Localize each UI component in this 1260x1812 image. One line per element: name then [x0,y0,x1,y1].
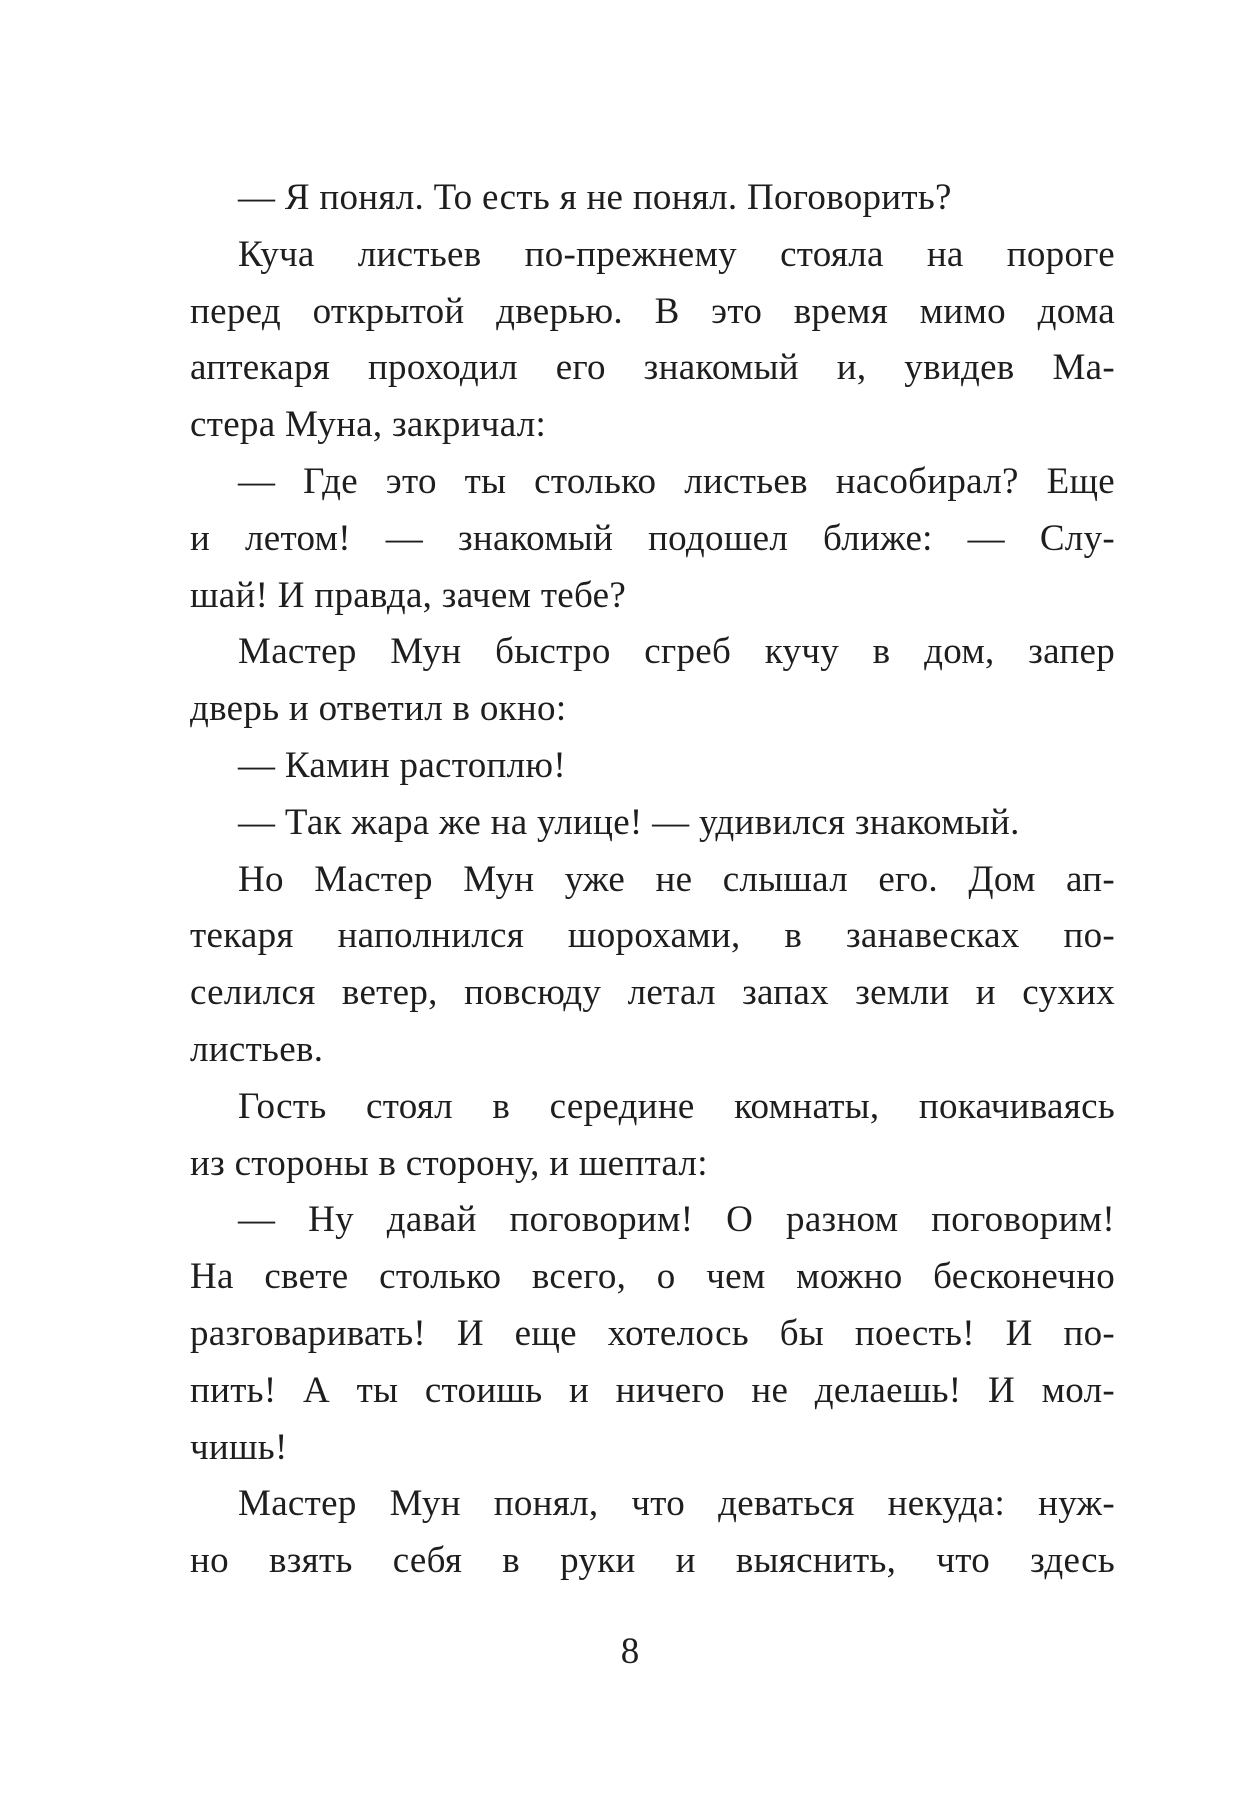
text-line: из стороны в сторону, и шептал: [190,1142,708,1184]
text-line: Мастер Мун понял, что деваться некуда: нуж- [238,1483,1115,1525]
text-line: — Так жара же на улице! — удивился знакомый. [238,801,1020,843]
text-line: — Где это ты столько листьев насобирал? Еще [238,460,1115,502]
text-line: стера Муна, закричал: [190,404,547,446]
text-line: Но Мастер Мун уже не слышал его. Дом ап- [238,858,1115,900]
text-line: перед открытой дверью. В это время мимо дома [190,290,1115,332]
text-line: Куча листьев по-прежнему стояла на пороге [238,233,1115,275]
text-line: шай! И правда, зачем тебе? [190,574,627,616]
text-line: пить! А ты стоишь и ничего не делаешь! И мол- [190,1369,1115,1411]
text-line: чишь! [190,1426,288,1468]
body-text [190,170,1115,1590]
text-line: — Я понял. То есть я не понял. Поговорить? [238,177,952,218]
text-line: — Камин растоплю! [238,744,566,786]
text-line: Гость стоял в середине комнаты, покачиваясь [238,1085,1115,1127]
text-line: листьев. [190,1028,324,1070]
text-line: Мастер Мун быстро сгреб кучу в дом, запер [238,631,1115,673]
text-line: текаря наполнился шорохами, в занавесках по- [190,915,1115,957]
text-line: — Ну давай поговорим! О разном поговорим! [238,1199,1115,1241]
text-line: и летом! — знакомый подошел ближе: — Слу- [190,517,1115,559]
text-line: аптекаря проходил его знакомый и, увидев Ма- [190,347,1115,389]
text-line: разговаривать! И еще хотелось бы поесть! И по- [190,1312,1115,1354]
text-line: На свете столько всего, о чем можно бесконечно [190,1256,1115,1298]
text-line: дверь и ответил в окно: [190,688,567,730]
page-number: 8 [620,1631,640,1672]
text-line: селился ветер, повсюду летал запах земли и сухих [190,972,1115,1014]
text-line: но взять себя в руки и выяснить, что здесь [190,1540,1115,1582]
